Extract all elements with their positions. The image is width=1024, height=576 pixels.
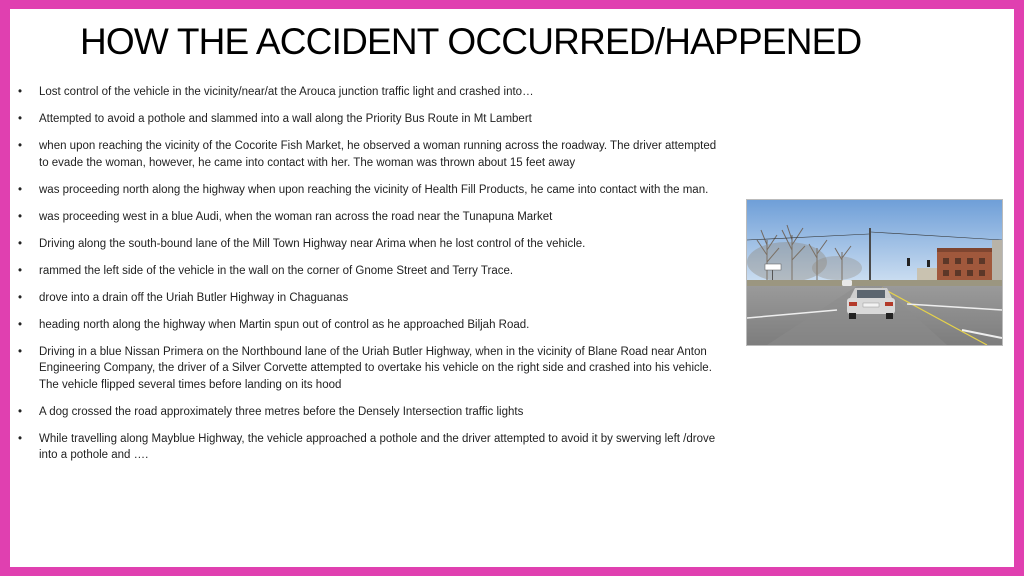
bullet-dot: • xyxy=(18,432,23,445)
bullet-text: A dog crossed the road approximately three metres before the Densely Intersection traffic lights xyxy=(39,405,524,418)
bullet-item xyxy=(18,84,718,101)
bullet-dot: • xyxy=(18,140,23,152)
bullet-list xyxy=(18,84,718,474)
bullet-item xyxy=(18,431,718,464)
bullet-text: when upon reaching the vicinity of the Cocorite Fish Market, he observed a woman running across the roadway. The driver attempted to evade the woman, however, he came into contact with her. The woman was thrown about 15 feet away xyxy=(39,140,717,169)
bullet-item xyxy=(18,290,718,307)
bullet-item xyxy=(18,111,718,128)
bullet-text: was proceeding west in a blue Audi, when the woman ran across the road near the Tunapuna Market xyxy=(39,210,553,223)
bullet-dot: • xyxy=(18,183,23,196)
bullet-dot: • xyxy=(18,345,23,358)
bullet-item xyxy=(18,344,718,394)
bullet-text: rammed the left side of the vehicle in the wall on the corner of Gnome Street and Terry Trace. xyxy=(39,264,514,277)
bullet-text: Driving along the south-bound lane of the Mill Town Highway near Arima when he lost control of the vehicle. xyxy=(39,237,586,250)
bullet-text: Lost control of the vehicle in the vicinity/near/at the Arouca junction traffic light and crashed into… xyxy=(39,86,534,98)
bullet-dot: • xyxy=(18,318,23,331)
bullet-item xyxy=(18,263,718,280)
bullet-dot: • xyxy=(18,237,23,250)
bullet-dot: • xyxy=(18,264,23,277)
bullet-dot: • xyxy=(18,405,23,418)
bullet-dot: • xyxy=(18,210,23,223)
bullet-text: While travelling along Mayblue Highway, the vehicle approached a pothole and the driver attempted to avoid it by swerving left /drove into a pothole and …. xyxy=(39,432,716,461)
road-intersection-photo xyxy=(746,199,1003,346)
bullet-text: Driving in a blue Nissan Primera on the Northbound lane of the Uriah Butler Highway, when in the vicinity of Blane Road near Anton Engineering Company, the driver of a Silver Corvette attempted to overtake his vehicle on the right side and crashed into his vehicle. The vehicle flipped several times before landing on its hood xyxy=(39,345,712,391)
bullet-item xyxy=(18,317,718,334)
bullet-item xyxy=(18,182,718,199)
bullet-dot: • xyxy=(18,86,23,98)
slide xyxy=(10,9,1014,567)
bullet-item xyxy=(18,209,718,226)
bullet-text: Attempted to avoid a pothole and slammed into a wall along the Priority Bus Route in Mt Lambert xyxy=(39,113,532,125)
slide-title: HOW THE ACCIDENT OCCURRED/HAPPENED xyxy=(80,21,862,62)
bullet-item xyxy=(18,138,718,171)
bullet-item xyxy=(18,404,718,421)
bullet-item xyxy=(18,236,718,253)
bullet-text: drove into a drain off the Uriah Butler Highway in Chaguanas xyxy=(39,291,349,304)
bullet-text: heading north along the highway when Martin spun out of control as he approached Biljah Road. xyxy=(39,318,530,331)
bullet-text: was proceeding north along the highway when upon reaching the vicinity of Health Fill Products, he came into contact with the man. xyxy=(39,183,709,196)
bullet-dot: • xyxy=(18,113,23,125)
bullet-dot: • xyxy=(18,291,23,304)
